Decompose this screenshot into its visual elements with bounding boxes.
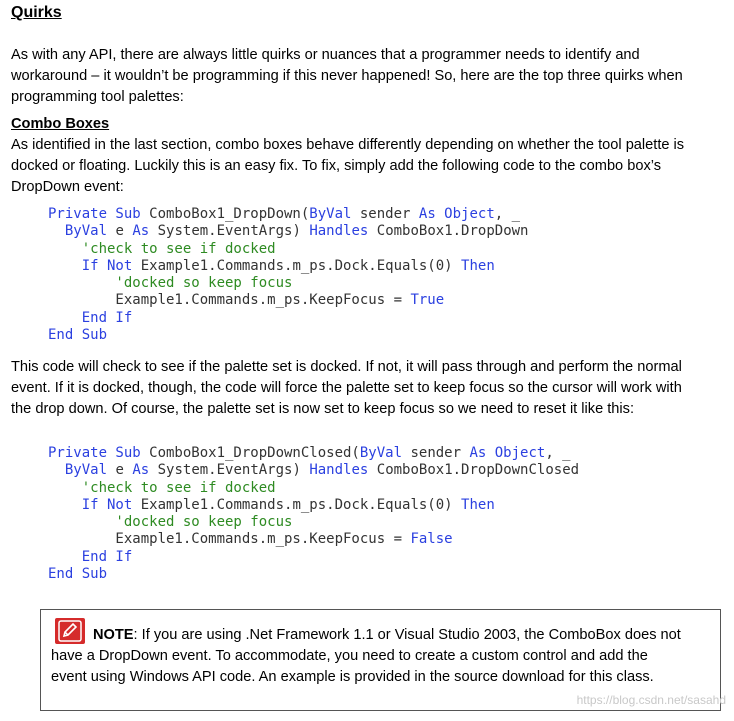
code-line bbox=[48, 223, 529, 240]
code-comment: 'docked so keep focus bbox=[48, 275, 293, 292]
code-block-dropdown-closed bbox=[48, 445, 579, 583]
code-block-dropdown bbox=[48, 206, 529, 344]
code-line bbox=[48, 549, 579, 566]
code-text: System.EventArgs) bbox=[149, 223, 310, 240]
section-heading: Combo Boxes bbox=[11, 116, 110, 132]
code-text: sender bbox=[351, 206, 419, 222]
code-text: , _ bbox=[545, 445, 571, 461]
intro-line: programming tool palettes: bbox=[11, 89, 184, 105]
code-line bbox=[48, 462, 579, 479]
code-keyword: ByVal bbox=[359, 445, 403, 461]
code-keyword: Handles bbox=[309, 462, 369, 479]
code-text: ComboBox1_DropDownClosed( bbox=[140, 445, 360, 461]
code-text: e bbox=[107, 223, 133, 240]
code-text: Example1.Commands.m_ps.Dock.Equals(0) bbox=[132, 496, 462, 513]
code-text: , _ bbox=[494, 206, 521, 222]
code-keyword: ByVal bbox=[64, 223, 108, 240]
middle-paragraph bbox=[11, 357, 682, 420]
intro-line: As with any API, there are always little quirks or nuances that a programmer needs to identify and bbox=[11, 47, 640, 63]
code-keyword: End If bbox=[81, 548, 133, 565]
code-keyword: As Object bbox=[418, 206, 495, 222]
code-text: ComboBox1.DropDown bbox=[368, 223, 529, 240]
code-text: Example1.Commands.m_ps.KeepFocus = bbox=[48, 292, 411, 309]
code-line bbox=[48, 206, 529, 223]
code-text: Example1.Commands.m_ps.KeepFocus = bbox=[48, 531, 411, 548]
code-keyword: Private Sub bbox=[48, 445, 141, 461]
code-text bbox=[48, 549, 82, 565]
code-line bbox=[48, 531, 579, 548]
code-text bbox=[48, 497, 82, 513]
section-paragraph bbox=[11, 135, 684, 198]
code-comment: 'check to see if docked bbox=[48, 240, 276, 257]
code-keyword: End Sub bbox=[48, 566, 108, 583]
code-line bbox=[48, 275, 529, 292]
code-keyword: As Object bbox=[469, 445, 546, 461]
middle-line: event. If it is docked, though, the code will force the palette set to keep focus so the cursor will work with bbox=[11, 380, 682, 396]
watermark: https://blog.csdn.net/sasahd bbox=[576, 693, 726, 707]
code-text: sender bbox=[402, 445, 470, 461]
code-line bbox=[48, 480, 579, 497]
code-keyword: End Sub bbox=[48, 327, 108, 344]
code-line bbox=[48, 514, 579, 531]
note-text bbox=[51, 625, 716, 688]
middle-line: This code will check to see if the palette set is docked. If not, it will pass through and perform the normal bbox=[11, 359, 682, 375]
code-text bbox=[48, 310, 82, 326]
code-text: Example1.Commands.m_ps.Dock.Equals(0) bbox=[132, 257, 462, 274]
note-line: event using Windows API code. An example is provided in the source download for this class. bbox=[51, 669, 654, 685]
code-text bbox=[48, 258, 82, 274]
code-line bbox=[48, 445, 579, 462]
note-line bbox=[51, 625, 716, 646]
code-line bbox=[48, 327, 529, 344]
code-keyword: If Not bbox=[81, 496, 133, 513]
code-keyword: Then bbox=[461, 257, 495, 274]
code-text: ComboBox1.DropDownClosed bbox=[368, 462, 580, 479]
code-keyword: If Not bbox=[81, 257, 133, 274]
page-title: Quirks bbox=[11, 4, 62, 21]
code-text bbox=[48, 223, 65, 239]
note-label: NOTE bbox=[93, 627, 134, 643]
code-comment: 'docked so keep focus bbox=[48, 514, 293, 531]
intro-paragraph bbox=[11, 45, 683, 108]
code-keyword: ByVal bbox=[309, 206, 352, 222]
code-text: e bbox=[107, 462, 133, 479]
code-line bbox=[48, 566, 579, 583]
section-line: docked or floating. Luckily this is an easy fix. To fix, simply add the following code to the combo box’s bbox=[11, 158, 662, 174]
code-keyword: As bbox=[132, 223, 150, 240]
code-keyword: Private Sub bbox=[48, 206, 141, 222]
code-keyword: ByVal bbox=[64, 462, 108, 479]
code-keyword: True bbox=[410, 292, 445, 309]
code-keyword: Handles bbox=[309, 223, 369, 240]
code-keyword: Then bbox=[461, 496, 495, 513]
code-keyword: End If bbox=[81, 309, 133, 326]
section-line: As identified in the last section, combo boxes behave differently depending on whether the tool palette is bbox=[11, 137, 685, 153]
code-text: System.EventArgs) bbox=[149, 462, 310, 479]
code-line bbox=[48, 241, 529, 258]
code-line bbox=[48, 258, 529, 275]
note-first-text: : If you are using .Net Framework 1.1 or Visual Studio 2003, the ComboBox does not bbox=[133, 627, 681, 643]
middle-line: the drop down. Of course, the palette set is now set to keep focus so we need to reset it like this: bbox=[11, 401, 635, 417]
code-keyword: False bbox=[410, 531, 453, 548]
code-text: ComboBox1_DropDown( bbox=[140, 206, 310, 222]
code-line bbox=[48, 497, 579, 514]
code-line bbox=[48, 292, 529, 309]
intro-line: workaround – it wouldn’t be programming if this never happened! So, here are the top three quirks when bbox=[11, 68, 683, 84]
note-line: have a DropDown event. To accommodate, you need to create a custom control and add the bbox=[51, 648, 648, 664]
section-line: DropDown event: bbox=[11, 179, 124, 195]
code-keyword: As bbox=[132, 462, 150, 479]
code-text bbox=[48, 462, 65, 478]
code-comment: 'check to see if docked bbox=[48, 479, 276, 496]
code-line bbox=[48, 310, 529, 327]
